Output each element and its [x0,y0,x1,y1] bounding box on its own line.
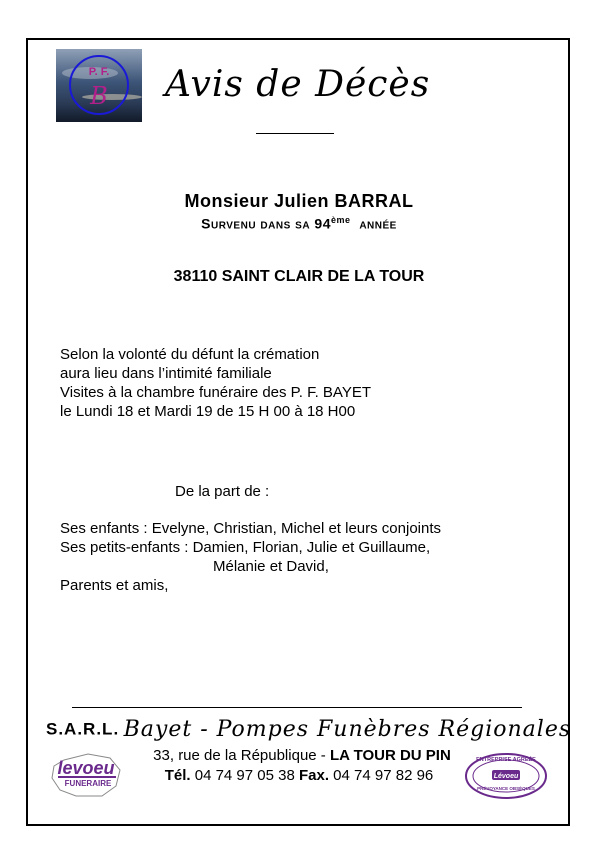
title-divider [256,133,334,134]
grandchildren-line: Ses petits-enfants : Damien, Florian, Julie et Guillaume, [60,539,431,556]
notice-line: Selon la volonté du défunt la crémation [60,346,320,363]
seal-top-text: ENTREPRISE AGRÉÉE [476,757,536,763]
ceremony-notice [60,345,371,421]
company-name: Bayet - Pompes Funèbres Régionales [123,717,572,742]
address-street: 33, rue de la République - [153,747,330,764]
address-town: LA TOUR DU PIN [329,747,451,764]
age-suffix: année [359,215,397,232]
fax-number: 04 74 97 82 96 [329,767,434,784]
fax-label: Fax. [299,767,330,784]
footer-divider [72,707,522,708]
deceased-town: 38110 SAINT CLAIR DE LA TOUR [173,268,425,285]
age-prefix: Survenu dans sa 94 [201,215,332,232]
company-legal-form: S.A.R.L. [46,719,120,739]
others-line: Parents et amis, [60,577,169,594]
tel-label: Tél. [164,767,191,784]
entreprise-agreee-seal [464,752,548,800]
family-list [60,519,441,595]
company-line [46,717,571,742]
seal-center-text: Lévoeu [493,773,519,780]
levoeu-funeraire-logo [46,752,126,798]
deceased-name: Monsieur Julien BARRAL [184,191,414,211]
age-superscript: ème [331,215,351,225]
notice-line: le Lundi 18 et Mardi 19 de 15 H 00 à 18 H00 [60,403,356,420]
seal-bottom-text: PRÉVOYANCE OBSÈQUES [477,786,535,791]
notice-line: aura lieu dans l’intimité familiale [60,365,272,382]
grandchildren-continued: Mélanie et David, [213,558,329,575]
deceased-age [0,215,598,232]
pf-bayet-logo [56,49,142,122]
notice-line: Visites à la chambre funéraire des P. F. BAYET [60,384,371,401]
logo-letter: B [90,82,108,110]
levoeu-subtitle: FUNERAIRE [64,779,112,788]
tel-number: 04 74 97 05 38 [190,767,299,784]
levoeu-wordmark: levoeu [57,758,115,778]
children-line: Ses enfants : Evelyne, Christian, Michel et leurs conjoints [60,520,442,537]
logo-initials: P. F. [88,66,110,78]
family-intro: De la part de : [175,483,270,500]
page-title: Avis de Décès [165,64,431,105]
